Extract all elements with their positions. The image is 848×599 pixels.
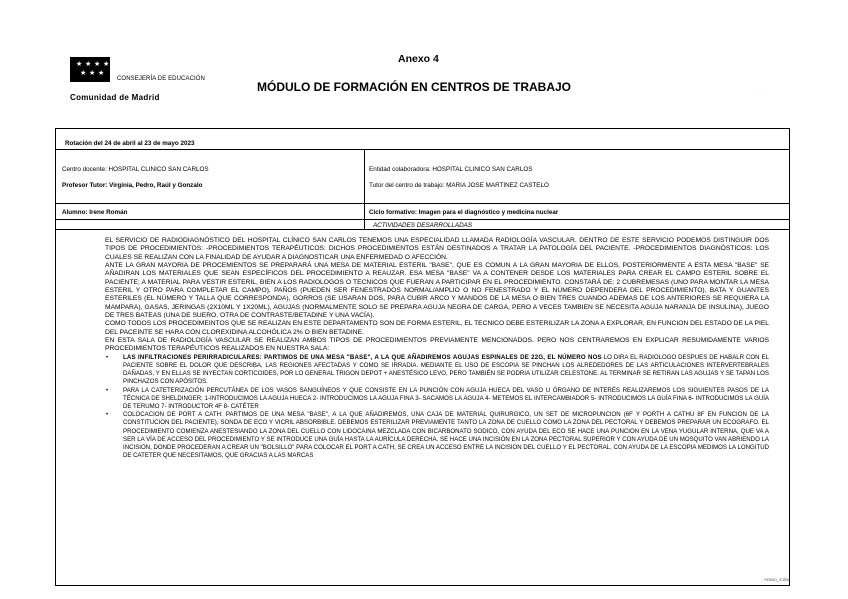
header-side-mark: · · · · · <box>757 89 766 93</box>
activities-paragraph: COMO TODOS LOS PROCEDIMEINTOS QUE SE REALIZAN EN ESTE DEPARTAMENTO SON DE FORMA ESTERIL, EL TECNICO DEBE ESTERILIZAR LA ZONA A EXPLORAR, EN FUNCION DEL ESTADO DE LA PIEL DEL PACEINTE SE HARA CON CLOREXIDINA ALCOHÓLICA 2% O BIEN BETADINE. <box>105 320 769 336</box>
procedures-list <box>105 354 769 461</box>
row-divider <box>56 229 789 230</box>
bullet-icon: • <box>106 354 109 361</box>
row-divider <box>56 149 789 150</box>
activities-title: ACTIVIDADES DESARROLLADAS <box>372 222 473 229</box>
star-icon: ★ <box>98 70 105 77</box>
activities-paragraph: EL SERVICIO DE RADIODIAGNÓSTICO DEL HOSPITAL CLÍNICO SAN CARLOS TENEMOS UNA ESPECIALIDAD LLAMADA RADIOLOGÍA VASCULAR. DENTRO DE ESTE SERVICIO PODEMOS DISTINGUIR DOS TIPOS DE PROCEDIMIENTOS: -PROCEDIMIENTOS TERAPÉUTICOS: DICHOS PROCEDIMIENTOS ESTÁN DESTINADOS A TRATAR LA PATOLOGÍA DEL PACIENTE. -PROCEDIMIENTOS DIAGNÓSTICOS: LOS CUALES SE REALIZAN CON LA FINALIDAD DE AYUDAR A DIAGNOSTICAR UNA ENFERMEDAD O AFECCIÓN. <box>105 237 769 261</box>
bullet-icon: • <box>106 387 109 394</box>
footer-filename: Anexo_4.doc <box>764 577 791 582</box>
activities-paragraph: EN ESTA SALA DE RADIOLOGÍA VASCULAR SE REALIZAN AMBOS TIPOS DE PROCEDIMIENTOS PREVIAMENTE MENCIONADOS. PERO NOS CENTRAREMOS EN EXPLICAR RESUMIDAMENTE VARIOS PROCEDIMIENTOS TERAPÉUTICOS REALIZADOS EN NUESTRA SALA: <box>105 337 769 353</box>
list-item <box>105 411 769 460</box>
list-item-text: LO DIRA EL RADIOLOGO DESPUES DE HABALR CON EL PACIENTE SOBRE EL DOLOR QUE DESCRIBA, LAS REGIONES AFECTADAS Y COMO SE IRRADIA. MEDIANTE EL USO DE ESCOPIA SE PINCHAN LOS ALREDEDORES DE LAS ARTICULACIONES INTERVERTEBRALES DAÑADAS, Y EN ELLAS SE INYECTAN CORTICOIDES, POR LO GENERAL TRIGON DEPOT + ANESTÉSICO LEVO, PERO TAMBIÉN SE PODRIA UTILIZAR CELESTONE. AL TERMINAR SE RETIRAN LAS AGUJAS Y SE TAPAN LOS PINCHAZOS CON APÓSITOS. <box>123 353 769 386</box>
star-icon: ★ <box>85 61 92 68</box>
module-title: MÓDULO DE FORMACIÓN EN CENTROS DE TRABAJO <box>257 80 572 94</box>
star-icon: ★ <box>89 70 96 77</box>
column-divider <box>364 149 365 229</box>
madrid-flag-logo <box>70 57 110 82</box>
tutor-center: Tutor del centro de trabajo: MARIA JOSE MARTINEZ CASTELO <box>369 182 549 189</box>
annex-title: Anexo 4 <box>398 53 439 65</box>
training-cycle: Ciclo formativo: Imagen para el diagnóstico y medicina nuclear <box>369 209 559 216</box>
list-item-lead: LAS INFILTRACIONES PERIRRADICULARES: PARTIMOS DE UNA MESA "BASE", A LA QUE AÑADIREMOS AGUJAS ESPINALES DE 22G, EL NÚMERO NOS <box>123 353 602 361</box>
list-item-text: COLOCACION DE PORT A CATH: PARTIMOS DE UNA MESA "BASE", A LA QUE AÑADIREMOS, UNA CAJA DE MATERIAL QUIRURGICO, UN SET DE MICROPUNCION (6F Y PORTH A CATHU 8F EN FUNCION DE LA CONSTITUCION DEL PACIENTE), SONDA DE ECO Y VICRIL ABSORBIBLE. DEBEMOS ESTERILIZAR PREVIAMENTE TANTO LA ZONA DE CUELLO COMO LA ZONA DEL PECTORAL Y DEBEMOS PREPARAR UN ECOGRAFO. EL PROCEDIMIENTO COMIENZA ANESTESIANDO LA ZONA DEL CUELLO CON LIDOCAINA MEZCLADA CON BICARBONATO SODICO, CON AYUDA DEL ECO SE HACE UNA PUNCION EN LA VENA YUGULAR INTERNA, QUE VA A SER LA VÍA DE ACCESO DEL PROCEDIMIENTO Y SE INTRODUCE UNA GUÍA HASTA LA AURÍCULA DERECHA. SE HACE UNA INCISIÓN EN LA ZONA PECTORAL SUPERIOR Y CON AYUDA DE UN MOSQUITO VAN ABRIENDO LA INCISION, DONDE PROCEDERAN A CREAR UN "BOLSILLO" PARA COLOCAR EL PORT A CATH, SE CREA UN ACCESO ENTRE LA INCISION DEL CUELLO Y EL PECTORAL, CON AYUDA DE LA ESCOPIA MEDIMOS LA LONGITUD DE CATETER QUE NECESITAMOS, QUE GRACIAS A LAS MARCAS <box>123 411 769 460</box>
student-name: Alumno: Irene Román <box>62 209 128 216</box>
activities-content <box>105 237 769 460</box>
row-divider <box>56 203 789 204</box>
collaborating-entity: Entidad colaboradora: HOSPITAL CLINICO SAN CARLOS <box>369 166 533 173</box>
bullet-icon: • <box>106 412 109 419</box>
rotation-dates: Rotación del 24 de abril al 23 de mayo 2023 <box>65 140 195 147</box>
star-icon: ★ <box>103 61 110 68</box>
list-item <box>105 387 769 412</box>
star-icon: ★ <box>76 61 83 68</box>
community-name: Comunidad de Madrid <box>70 93 160 102</box>
department-name: CONSEJERÍA DE EDUCACIÓN <box>117 76 205 82</box>
list-item <box>105 354 769 387</box>
star-icon: ★ <box>94 61 101 68</box>
activities-paragraph: ANTE LA GRAN MAYORIA DE PROCEMIENTOS SE PREPARARÁ UNA MESA DE MATERIAL ESTERIL "BASE", QUE ES COMUN A LA GRAN MAYORIA DE ELLOS, POSTERIORMENTE A ESTA MESA "BASE" SE AÑADIRAN LOS MATERIALES QUE SEAN ESPECÍFICOS DEL PROCEDIMIENTO A REAUZAR. ESA MESA "BASE" VA A CONTENER DESDE LOS MATERIALES PARA CREAR EL CAMPO ESTERIL SOBRE EL PACIENTE; A MATERIAL PARA VESTIR ESTERIL, BIEN A LOS RADIOLOGOS O TECNICOS QUE FUERAN A PARTICIPAR EN EL PROCEDIMIENTO. CONSTARÁ DE: 2 CUBREMESAS (UNO PARA MONTAR LA MESA ESTERIL Y OTRO PARA COMPLETAR EL CAMPO), PAÑOS (PUEDEN SER FENESTRADOS NORMAL/AMPLIO O NO FENESTRADO Y EL NÚMERO DEPENDERA DEL PROCEDIMIENTO), BATA Y GUANTES ESTERILES (EL NÚMERO Y TALLA QUE CORRESPONDA), GORROS (SE USARAN DOS, PARA CUBIR ARCO Y MANDOS DE LA MESA O BIEN TRES CUANDO ADEMAS DE LOS ANTERIORES SE REQUIERA LA MAMPARA), GASAS, JERINGAS (2X10ML Y 1X20ML), AGUJAS (NORMALMENTE SOLO SE PREPARA AGUJA NEGRA DE CARGA, PERO A VECES TAMBIEN SE NECESITA AGUJA NARANJA DE INSULINA), JUEGO DE TRES BATEAS (UNA DE SUERO, OTRA DE CONTRASTE/BETADINE Y UNA VACÍA). <box>105 262 769 320</box>
list-item-text: PARA LA CATETERIZACIÓN PERCUTÁNEA DE LOS VASOS SANGUÍNEOS Y QUE CONSISTE EN LA PUNCIÓN CON AGUJA HUECA DEL VASO U ÓRGANO DE INTERÉS REALIZAREMOS LOS SIGUIENTES PASOS DE LA TÉCNICA DE SHELDINGER: 1-INTRODUCIMOS LA AGUJA HUECA 2- INTRODUCIMOS LA AGUJA FINA 3- SACAMOS LA AGUJA 4- METEMOS EL INTERCAMBIADOR 5- INTRODUCIMOS LA GUÍA FINA 6- INTRODUCIMOS LA GUÍA DE TERUMO 7- INTRODUCTOR 4F 8- CATÉTER <box>123 386 769 411</box>
row-divider <box>56 219 789 220</box>
star-icon: ★ <box>80 70 87 77</box>
form-table <box>55 128 790 586</box>
tutor-teacher: Profesor Tutor: Virginia, Pedro, Raúl y Gonzalo <box>62 182 203 189</box>
teaching-center: Centro docente: HOSPITAL CLINICO SAN CARLOS <box>62 166 209 173</box>
